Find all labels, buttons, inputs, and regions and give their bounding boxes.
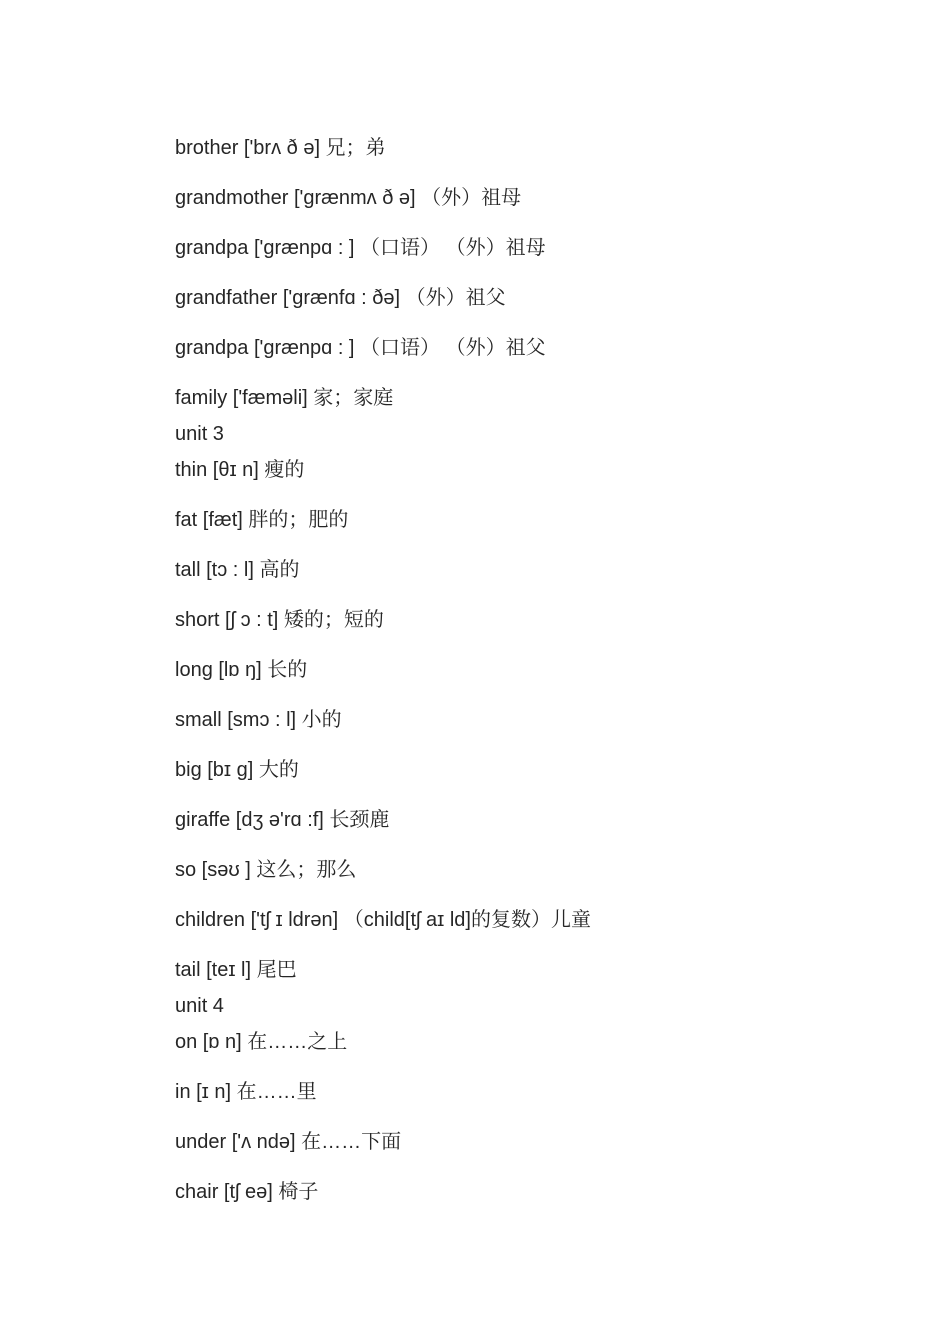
vocab-entry-chair: chair [tʃ eə] 椅子 bbox=[175, 1181, 319, 1203]
unit-heading-3: unit 3 bbox=[175, 423, 224, 445]
vocab-entry-giraffe: giraffe [dʒ ə'rɑ :f] 长颈鹿 bbox=[175, 809, 390, 831]
vocabulary-list bbox=[175, 134, 915, 1206]
vocab-entry-brother: brother ['brʌ ð ə] 兄；弟 bbox=[175, 137, 386, 159]
vocab-entry-children: children ['tʃ ɪ ldrən] （child[tʃ aɪ ld]的复数）儿童 bbox=[175, 909, 591, 931]
vocab-entry-big: big [bɪ g] 大的 bbox=[175, 759, 299, 781]
unit-heading-4: unit 4 bbox=[175, 995, 224, 1017]
vocab-entry-thin: thin [θɪ n] 瘦的 bbox=[175, 459, 305, 481]
vocab-entry-family: family ['fæməli] 家；家庭 bbox=[175, 387, 394, 409]
vocab-entry-under: under ['ʌ ndə] 在……下面 bbox=[175, 1131, 402, 1153]
vocab-entry-long: long [lɒ ŋ] 长的 bbox=[175, 659, 308, 681]
vocab-entry-on: on [ɒ n] 在……之上 bbox=[175, 1031, 348, 1053]
vocab-entry-small: small [smɔ : l] 小的 bbox=[175, 709, 342, 731]
vocab-entry-grandpa-2: grandpa ['grænpɑ : ] （口语） （外）祖父 bbox=[175, 337, 546, 359]
vocab-entry-grandpa-1: grandpa ['grænpɑ : ] （口语） （外）祖母 bbox=[175, 237, 546, 259]
vocab-entry-grandfather: grandfather ['grænfɑ : ðə] （外）祖父 bbox=[175, 287, 506, 309]
vocab-entry-tail: tail [teɪ l] 尾巴 bbox=[175, 959, 297, 981]
vocab-entry-short: short [ʃ ɔ : t] 矮的；短的 bbox=[175, 609, 384, 631]
vocab-entry-so: so [səʊ ] 这么；那么 bbox=[175, 859, 357, 881]
vocab-entry-tall: tall [tɔ : l] 高的 bbox=[175, 559, 300, 581]
vocab-entry-in: in [ɪ n] 在……里 bbox=[175, 1081, 317, 1103]
vocab-entry-grandmother: grandmother ['grænmʌ ð ə] （外）祖母 bbox=[175, 187, 522, 209]
vocab-entry-fat: fat [fæt] 胖的；肥的 bbox=[175, 509, 349, 531]
